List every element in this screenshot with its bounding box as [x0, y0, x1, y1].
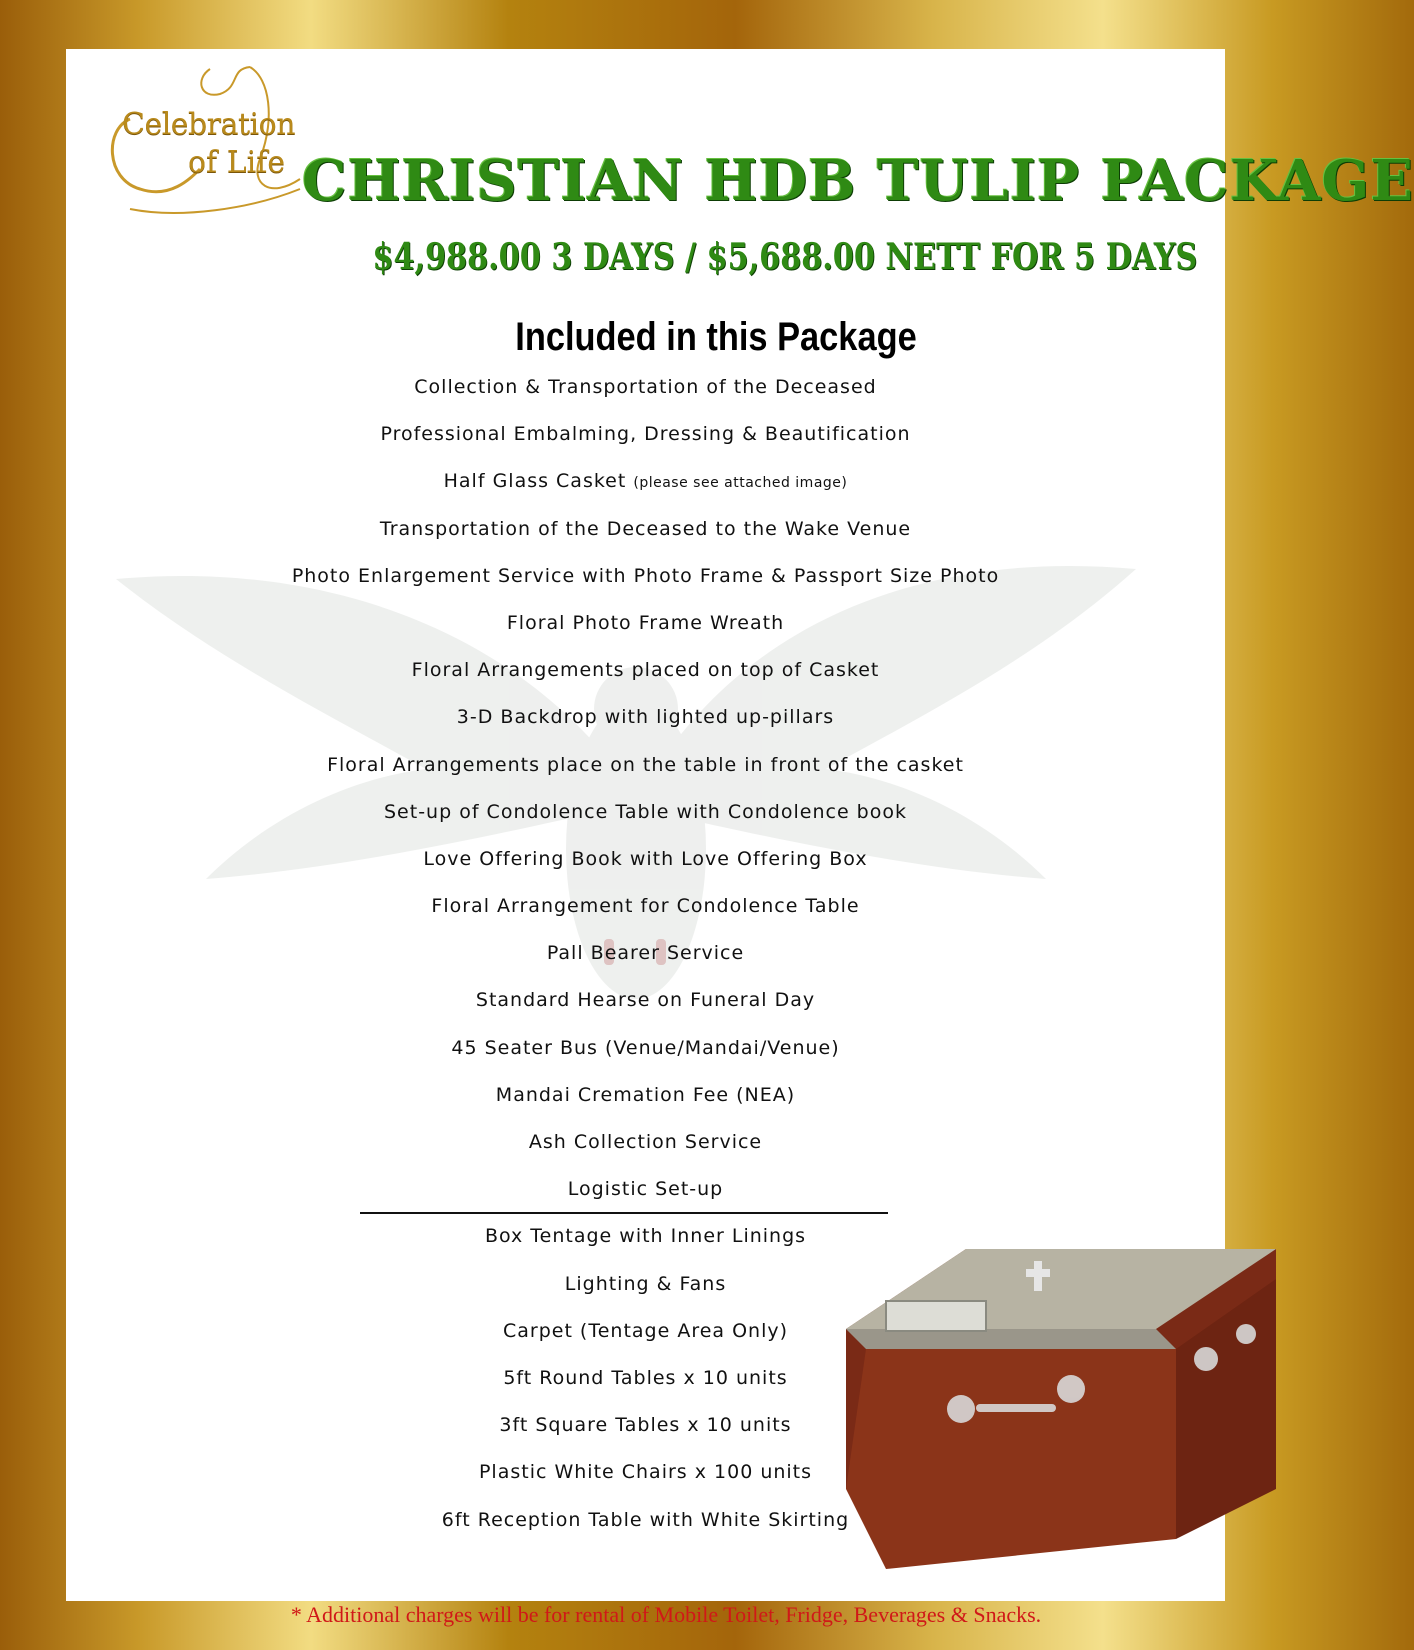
item-label: Box Tentage with Inner Linings — [484, 1225, 807, 1248]
item-label: Mandai Cremation Fee (NEA) — [495, 1083, 796, 1106]
package-price: $4,988.00 3 DAYS / $5,688.00 NETT FOR 5 DAYS — [372, 236, 1198, 278]
list-item — [66, 419, 1225, 466]
list-item — [66, 1033, 1225, 1080]
list-item — [66, 655, 1225, 702]
list-item — [66, 1505, 1225, 1552]
list-item — [66, 985, 1225, 1032]
list-item — [66, 1221, 1225, 1268]
list-item — [66, 608, 1225, 655]
list-item — [66, 1174, 1225, 1221]
page-frame — [66, 49, 1414, 1627]
item-label: Professional Embalming, Dressing & Beautification — [380, 423, 911, 446]
item-label: Pall Bearer Service — [546, 942, 745, 965]
item-label: 5ft Round Tables x 10 units — [503, 1366, 788, 1389]
item-label: Standard Hearse on Funeral Day — [475, 989, 816, 1012]
list-item — [66, 1410, 1225, 1457]
item-label: 45 Seater Bus (Venue/Mandai/Venue) — [451, 1036, 840, 1059]
list-item — [66, 514, 1225, 561]
list-item — [66, 750, 1225, 797]
item-label: Floral Photo Frame Wreath — [506, 611, 785, 634]
item-label: Set-up of Condolence Table with Condolence book — [384, 800, 907, 823]
item-label: Love Offering Book with Love Offering Box — [423, 847, 868, 870]
package-title: CHRISTIAN HDB TULIP PACKAGE — [302, 148, 1414, 214]
list-item — [66, 1080, 1225, 1127]
item-label: 6ft Reception Table with White Skirting — [441, 1508, 850, 1531]
list-item — [66, 1457, 1225, 1504]
item-label: Floral Arrangements place on the table in front of the casket — [327, 753, 964, 776]
list-item — [66, 1316, 1225, 1363]
list-item — [66, 466, 1225, 513]
item-label: Photo Enlargement Service with Photo Frame & Passport Size Photo — [291, 564, 1000, 587]
section-divider — [360, 1212, 888, 1214]
item-note: (please see attached image) — [633, 475, 848, 492]
additional-charges-note: * Additional charges will be for rental of Mobile Toilet, Fridge, Beverages & Snacks. — [290, 1602, 1042, 1627]
item-label: Carpet (Tentage Area Only) — [502, 1319, 789, 1342]
included-items-list — [66, 372, 1225, 1552]
list-item — [66, 561, 1225, 608]
logo-text-of-life: of Life — [188, 145, 286, 180]
celebration-of-life-logo — [100, 59, 310, 219]
item-label: Transportation of the Deceased to the Wake Venue — [379, 517, 912, 540]
item-label: Collection & Transportation of the Deceased — [414, 376, 877, 398]
list-item — [66, 797, 1225, 844]
item-label: 3ft Square Tables x 10 units — [499, 1414, 792, 1437]
list-item — [66, 1127, 1225, 1174]
item-label: Plastic White Chairs x 100 units — [478, 1461, 813, 1484]
list-item — [66, 372, 1225, 419]
list-item — [66, 844, 1225, 891]
list-item — [66, 702, 1225, 749]
item-label: Logistic Set-up — [567, 1178, 724, 1201]
list-item — [66, 938, 1225, 985]
logo-text-celebration: Celebration — [122, 107, 296, 142]
item-label: 3-D Backdrop with lighted up-pillars — [456, 706, 835, 729]
list-item — [66, 1363, 1225, 1410]
item-label: Floral Arrangement for Condolence Table — [431, 895, 860, 918]
item-label: Ash Collection Service — [528, 1131, 763, 1153]
list-item — [66, 1269, 1225, 1316]
item-label: Floral Arrangements placed on top of Casket — [411, 659, 880, 682]
included-heading: Included in this Package — [515, 315, 917, 359]
list-item — [66, 891, 1225, 938]
item-label: Half Glass Casket — [443, 470, 627, 493]
item-label: Lighting & Fans — [564, 1272, 727, 1295]
